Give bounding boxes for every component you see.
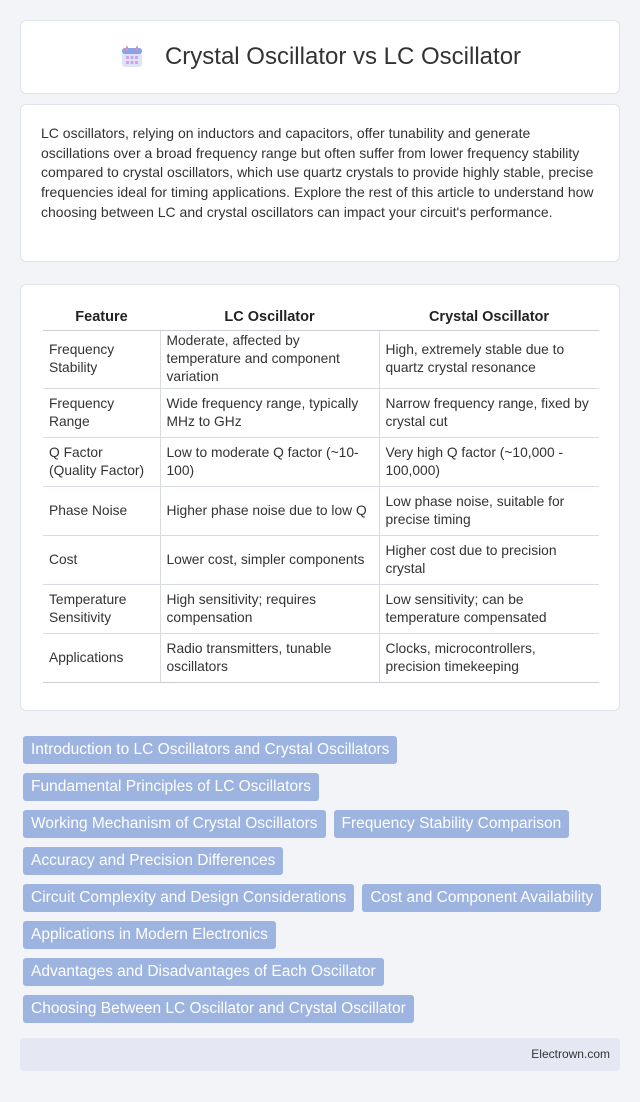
footer-brand[interactable]: Electrown.com: [531, 1047, 610, 1061]
tag-row: [23, 847, 623, 875]
column-header-feature: Feature: [43, 303, 160, 330]
topic-tag[interactable]: Advantages and Disadvantages of Each Oscillator: [23, 958, 384, 986]
table-cell-crystal: Low phase noise, suitable for precise timing: [379, 486, 599, 535]
table-cell-lc: Moderate, affected by temperature and component variation: [160, 330, 379, 388]
comparison-table-card: [20, 284, 620, 711]
column-header-crystal: Crystal Oscillator: [379, 303, 599, 330]
table-row: [43, 437, 599, 486]
footer: [20, 1038, 620, 1071]
table-cell-lc: Radio transmitters, tunable oscillators: [160, 633, 379, 682]
calendar-icon: [119, 44, 145, 70]
table-cell-feature: Frequency Stability: [43, 330, 160, 388]
tag-row: [23, 810, 623, 838]
table-cell-feature: Applications: [43, 633, 160, 682]
title-card: [20, 20, 620, 94]
table-cell-crystal: Very high Q factor (~10,000 - 100,000): [379, 437, 599, 486]
table-row: [43, 388, 599, 437]
tag-row: [23, 995, 623, 1023]
table-cell-lc: Lower cost, simpler components: [160, 535, 379, 584]
tag-row: [23, 736, 623, 764]
table-cell-crystal: Narrow frequency range, fixed by crystal cut: [379, 388, 599, 437]
table-cell-feature: Phase Noise: [43, 486, 160, 535]
table-cell-lc: Wide frequency range, typically MHz to GHz: [160, 388, 379, 437]
table-cell-feature: Q Factor (Quality Factor): [43, 437, 160, 486]
table-cell-crystal: Higher cost due to precision crystal: [379, 535, 599, 584]
tag-row: [23, 958, 623, 986]
tag-row: [23, 884, 623, 912]
topic-tag[interactable]: Frequency Stability Comparison: [334, 810, 570, 838]
topic-tag[interactable]: Choosing Between LC Oscillator and Crystal Oscillator: [23, 995, 414, 1023]
topic-tag[interactable]: Cost and Component Availability: [362, 884, 601, 912]
topic-tag[interactable]: Working Mechanism of Crystal Oscillators: [23, 810, 326, 838]
table-row: [43, 633, 599, 682]
topic-tags: [23, 736, 623, 1032]
topic-tag[interactable]: Circuit Complexity and Design Considerations: [23, 884, 354, 912]
tag-row: [23, 921, 623, 949]
table-cell-crystal: Low sensitivity; can be temperature compensated: [379, 584, 599, 633]
intro-paragraph: LC oscillators, relying on inductors and capacitors, offer tunability and generate oscillations over a broad frequency range but often suffer from lower frequency stability compared to crystal oscillators, which use quartz crystals to provide highly stable, precise frequencies ideal for timing applications. Explore the rest of this article to understand how choosing between LC and crystal oscillators can impact your circuit's performance.: [41, 125, 594, 220]
intro-card: [20, 104, 620, 262]
table-row: [43, 535, 599, 584]
comparison-table: [43, 303, 599, 683]
table-cell-feature: Cost: [43, 535, 160, 584]
table-cell-lc: High sensitivity; requires compensation: [160, 584, 379, 633]
topic-tag[interactable]: Fundamental Principles of LC Oscillators: [23, 773, 319, 801]
table-cell-lc: Higher phase noise due to low Q: [160, 486, 379, 535]
table-cell-lc: Low to moderate Q factor (~10-100): [160, 437, 379, 486]
column-header-lc: LC Oscillator: [160, 303, 379, 330]
topic-tag[interactable]: Accuracy and Precision Differences: [23, 847, 283, 875]
table-cell-crystal: Clocks, microcontrollers, precision timekeeping: [379, 633, 599, 682]
topic-tag[interactable]: Applications in Modern Electronics: [23, 921, 276, 949]
table-header-row: [43, 303, 599, 330]
table-cell-feature: Frequency Range: [43, 388, 160, 437]
title-wrap: [119, 43, 521, 71]
page-title: Crystal Oscillator vs LC Oscillator: [164, 43, 522, 70]
table-row: [43, 486, 599, 535]
table-row: [43, 584, 599, 633]
topic-tag[interactable]: Introduction to LC Oscillators and Crystal Oscillators: [23, 736, 397, 764]
table-cell-crystal: High, extremely stable due to quartz crystal resonance: [379, 330, 599, 388]
table-cell-feature: Temperature Sensitivity: [43, 584, 160, 633]
table-row: [43, 330, 599, 388]
tag-row: [23, 773, 623, 801]
